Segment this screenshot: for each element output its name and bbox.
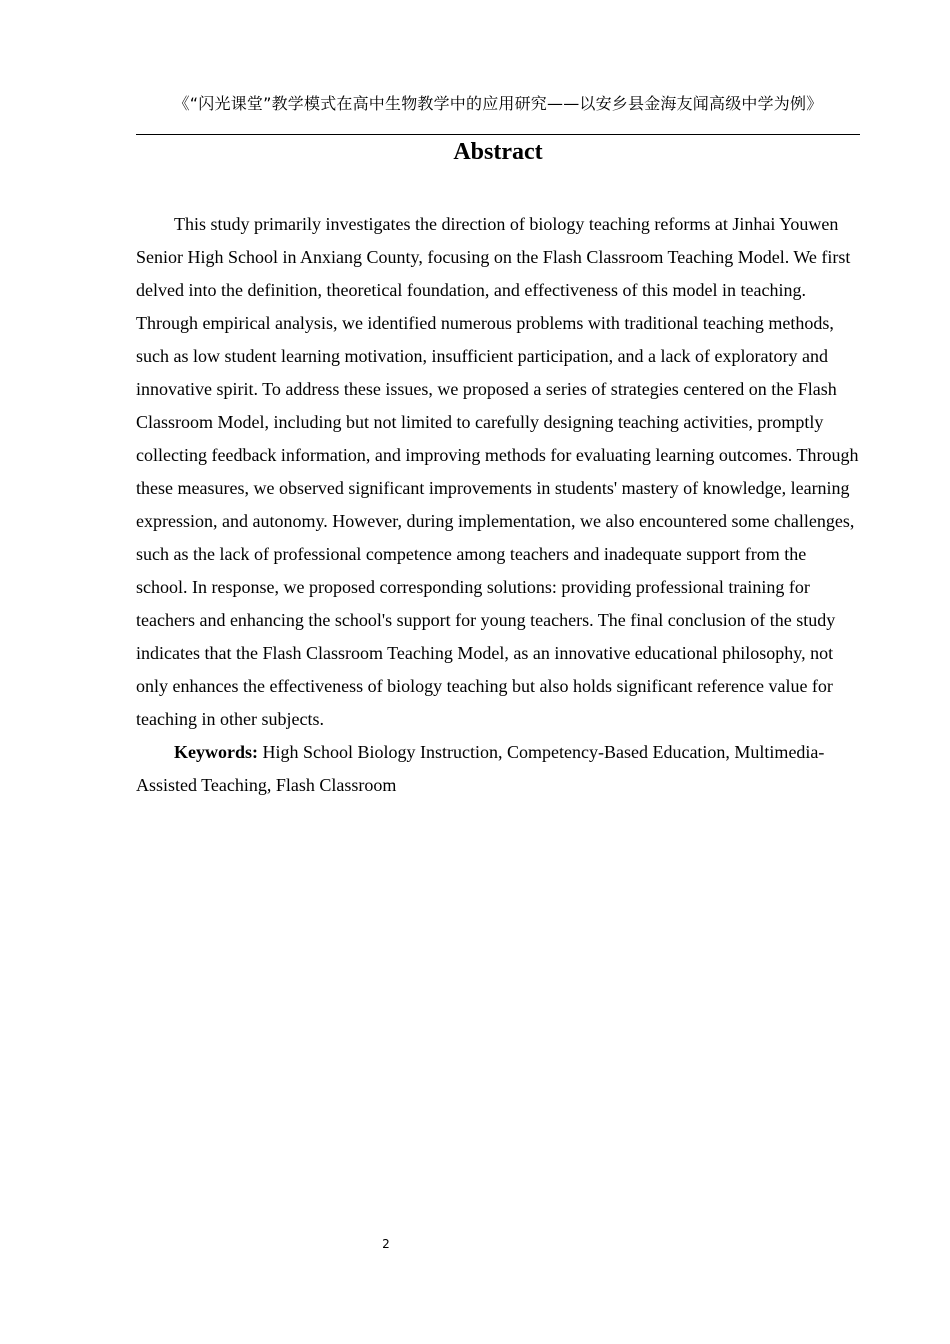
running-header-title: 《“闪光课堂”教学模式在高中生物教学中的应用研究——以安乡县金海友闻高级中学为例》 [173,94,823,113]
keywords-line [136,736,860,802]
abstract-paragraph: This study primarily investigates the direction of biology teaching reforms at Jinhai Youwen Senior High School in Anxiang County, focusing on the Flash Classroom Teaching Model. We first delved into the definition, theoretical foundation, and effectiveness of this model in teaching. Through empirical analysis, we identified numerous problems with traditional teaching methods, such as low student learning motivation, insufficient participation, and a lack of exploratory and innovative spirit. To address these issues, we proposed a series of strategies centered on the Flash Classroom Model, including but not limited to carefully designing teaching activities, promptly collecting feedback information, and improving methods for evaluating learning outcomes. Through these measures, we observed significant improvements in students' mastery of knowledge, learning expression, and autonomy. However, during implementation, we also encountered some challenges, such as the lack of professional competence among teachers and inadequate support from the school. In response, we proposed corresponding solutions: providing professional training for teachers and enhancing the school's support for young teachers. The final conclusion of the study indicates that the Flash Classroom Teaching Model, as an innovative educational philosophy, not only enhances the effectiveness of biology teaching but also holds significant reference value for teaching in other subjects. [136,214,859,729]
keywords-label: Keywords: [174,742,258,762]
abstract-body [136,208,860,802]
header-divider [136,134,860,135]
page-number: 2 [382,1237,390,1251]
keywords-list: High School Biology Instruction, Competency-Based Education, Multimedia-Assisted Teaching, Flash Classroom [136,742,825,795]
abstract-heading: Abstract [453,139,543,165]
